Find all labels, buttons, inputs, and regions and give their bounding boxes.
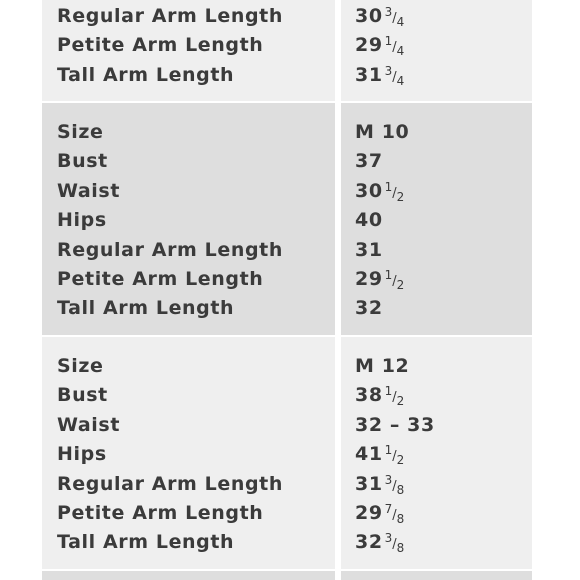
fraction-slash: / [392, 390, 397, 406]
fraction-denominator: 4 [396, 15, 405, 29]
measurement-value-whole: 31 [355, 238, 383, 261]
fraction-numerator: 3 [384, 472, 393, 487]
fraction-numerator: 1 [384, 384, 393, 399]
fraction-numerator: 1 [384, 34, 393, 49]
fraction-slash: / [392, 69, 397, 85]
measurement-label: Regular Arm Length [57, 472, 283, 495]
measurement-value [355, 502, 404, 527]
measurement-value [355, 239, 383, 261]
measurement-value-whole: M 12 [355, 355, 410, 377]
fraction-slash: / [392, 508, 397, 523]
fraction-numerator: 3 [384, 63, 393, 78]
label-column-cell [42, 571, 335, 580]
measurement-value-whole: 31 [355, 472, 383, 495]
fraction-slash: / [392, 537, 397, 553]
measurement-label: Waist [57, 179, 121, 202]
measurement-label: Tall Arm Length [57, 297, 235, 320]
measurement-value [355, 414, 435, 436]
measurement-fraction [384, 34, 405, 59]
measurement-fraction [384, 268, 405, 292]
measurement-value-whole: 32 – 33 [355, 413, 435, 436]
measurement-label: Petite Arm Length [57, 502, 264, 524]
measurement-value-whole: 32 [355, 297, 383, 320]
fraction-denominator: 8 [396, 482, 405, 497]
measurement-value [355, 64, 404, 89]
measurement-label: Regular Arm Length [57, 238, 283, 261]
fraction-denominator: 2 [396, 394, 405, 409]
fraction-denominator: 4 [396, 44, 405, 59]
fraction-numerator: 1 [384, 268, 393, 282]
fraction-numerator: 1 [384, 179, 393, 194]
measurement-value-whole: 37 [355, 150, 383, 173]
measurement-value-whole: 29 [355, 268, 383, 290]
measurement-fraction [384, 502, 405, 526]
measurement-fraction [384, 384, 405, 409]
measurement-fraction [384, 63, 405, 88]
measurement-value [355, 34, 404, 59]
value-column-cell [341, 571, 532, 580]
measurement-value [355, 297, 383, 319]
measurement-label: Bust [57, 150, 108, 173]
measurement-label: Hips [57, 443, 107, 466]
size-group-band [0, 571, 580, 580]
fraction-slash: / [392, 40, 397, 56]
measurement-value [355, 150, 383, 172]
measurement-fraction [384, 531, 405, 556]
measurement-value-whole: M 10 [355, 121, 410, 143]
measurement-fraction [384, 5, 405, 29]
fraction-numerator: 7 [384, 502, 393, 516]
measurement-value-whole: 30 [355, 179, 383, 202]
fraction-denominator: 8 [396, 512, 405, 526]
fraction-denominator: 4 [396, 73, 405, 88]
measurement-label: Tall Arm Length [57, 63, 235, 86]
measurement-label: Size [57, 121, 104, 143]
fraction-numerator: 1 [384, 443, 393, 458]
measurement-value-whole: 30 [355, 5, 383, 27]
fraction-slash: / [392, 449, 397, 465]
measurement-label: Petite Arm Length [57, 268, 264, 290]
fraction-slash: / [392, 11, 397, 26]
fraction-slash: / [392, 274, 397, 289]
measurement-value-whole: 38 [355, 384, 383, 407]
measurement-value-whole: 29 [355, 34, 383, 57]
measurement-value [355, 473, 404, 498]
measurement-fraction [384, 179, 405, 204]
measurement-label: Tall Arm Length [57, 531, 235, 554]
measurement-value [355, 180, 404, 205]
measurement-value [355, 121, 409, 143]
measurement-label: Waist [57, 413, 121, 436]
measurement-fraction [384, 443, 405, 468]
measurement-value-whole: 31 [355, 63, 383, 86]
measurement-fraction [384, 472, 405, 497]
fraction-slash: / [392, 185, 397, 201]
measurement-value-whole: 40 [355, 209, 383, 232]
fraction-denominator: 2 [396, 453, 405, 468]
fraction-slash: / [392, 478, 397, 494]
measurement-value-whole: 32 [355, 531, 383, 554]
measurement-value [355, 384, 404, 409]
measurement-value [355, 355, 409, 377]
measurement-value-whole: 41 [355, 443, 383, 466]
measurement-value [355, 209, 383, 231]
measurement-value [355, 443, 404, 468]
measurement-label: Petite Arm Length [57, 34, 264, 57]
measurement-label: Size [57, 355, 104, 377]
fraction-numerator: 3 [384, 531, 393, 546]
measurement-value-whole: 29 [355, 502, 383, 524]
measurement-value [355, 268, 404, 293]
measurement-value [355, 5, 404, 30]
measurement-label: Bust [57, 384, 108, 407]
fraction-denominator: 2 [396, 278, 405, 292]
fraction-denominator: 8 [396, 541, 405, 556]
fraction-numerator: 3 [384, 5, 393, 19]
measurement-label: Regular Arm Length [57, 5, 283, 27]
measurement-value [355, 531, 404, 556]
fraction-denominator: 2 [396, 189, 405, 204]
measurement-label: Hips [57, 209, 107, 232]
